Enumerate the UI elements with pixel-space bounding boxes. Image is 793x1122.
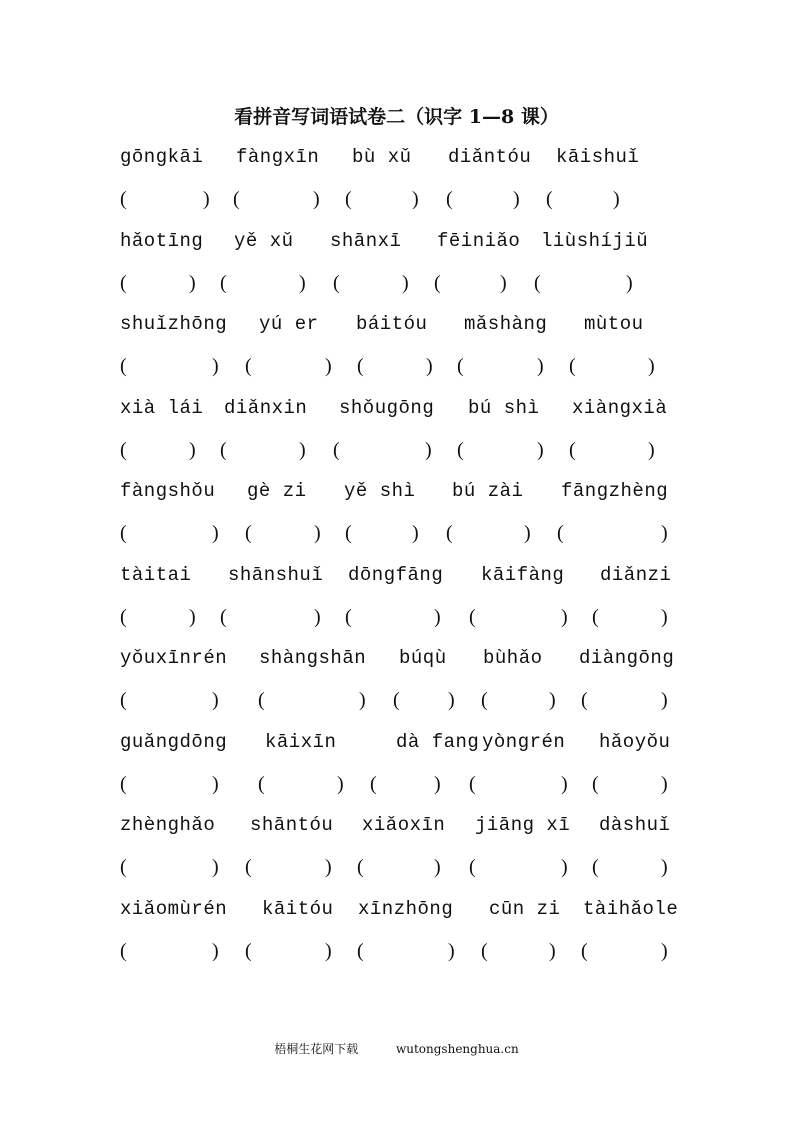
pinyin-word: bú zài xyxy=(452,480,524,502)
answer-blank-open: ( xyxy=(220,438,227,461)
answer-blank-open: ( xyxy=(446,188,453,210)
answer-blank-close: ) xyxy=(359,689,366,711)
answer-blank-close: ) xyxy=(434,856,441,878)
answer-blank-close: ) xyxy=(189,438,196,461)
pinyin-word: dàshuǐ xyxy=(599,814,671,836)
pinyin-word: kāitóu xyxy=(262,897,334,920)
pinyin-word: diǎnzi xyxy=(600,563,672,586)
pinyin-word: báitóu xyxy=(356,313,428,335)
answer-blank-close: ) xyxy=(661,605,668,628)
answer-blank-open: ( xyxy=(592,605,599,628)
answer-row xyxy=(0,522,793,552)
answer-blank-open: ( xyxy=(120,271,127,294)
answer-blank-close: ) xyxy=(661,689,668,711)
answer-blank-close: ) xyxy=(189,271,196,294)
pinyin-word: mùtou xyxy=(584,313,644,335)
answer-blank-open: ( xyxy=(120,856,127,878)
pinyin-word: bùhǎo xyxy=(483,647,543,669)
pinyin-word: bú shì xyxy=(468,396,540,419)
pinyin-word: diǎntóu xyxy=(448,146,532,168)
answer-blank-open: ( xyxy=(481,689,488,711)
answer-blank-open: ( xyxy=(370,772,377,795)
pinyin-word: xīnzhōng xyxy=(358,897,454,920)
answer-blank-close: ) xyxy=(500,271,507,294)
pinyin-word: cūn zi xyxy=(489,897,561,920)
answer-blank-open: ( xyxy=(245,355,252,377)
pinyin-word: shānxī xyxy=(330,229,402,252)
answer-blank-close: ) xyxy=(212,939,219,962)
pinyin-word: yǒuxīnrén xyxy=(120,647,228,669)
pinyin-word: fàngshǒu xyxy=(120,480,216,502)
answer-blank-open: ( xyxy=(258,772,265,795)
answer-blank-open: ( xyxy=(333,438,340,461)
answer-blank-open: ( xyxy=(245,522,252,544)
pinyin-row xyxy=(0,564,793,594)
answer-blank-open: ( xyxy=(345,522,352,544)
pinyin-word: yě shì xyxy=(344,480,416,502)
pinyin-word: hǎoyǒu xyxy=(599,730,671,753)
pinyin-row xyxy=(0,146,793,176)
answer-blank-close: ) xyxy=(648,355,655,377)
answer-blank-open: ( xyxy=(434,271,441,294)
pinyin-word: shāntóu xyxy=(250,814,334,836)
answer-blank-open: ( xyxy=(333,271,340,294)
pinyin-word: kāifàng xyxy=(481,563,565,586)
answer-blank-close: ) xyxy=(434,605,441,628)
pinyin-row xyxy=(0,230,793,260)
answer-blank-close: ) xyxy=(325,939,332,962)
answer-blank-close: ) xyxy=(661,856,668,878)
pinyin-word: xiǎomùrén xyxy=(120,897,228,920)
answer-blank-open: ( xyxy=(345,188,352,210)
pinyin-word: mǎshàng xyxy=(464,313,548,335)
answer-blank-close: ) xyxy=(299,438,306,461)
answer-blank-close: ) xyxy=(661,772,668,795)
pinyin-word: tàitai xyxy=(120,563,192,586)
answer-blank-open: ( xyxy=(569,355,576,377)
answer-blank-open: ( xyxy=(357,939,364,962)
answer-blank-close: ) xyxy=(299,271,306,294)
answer-blank-close: ) xyxy=(549,939,556,962)
footer-site-name: 梧桐生花网下载 xyxy=(274,1042,359,1056)
answer-blank-open: ( xyxy=(220,271,227,294)
answer-blank-close: ) xyxy=(537,355,544,377)
pinyin-word: fàngxīn xyxy=(236,146,320,168)
answer-row xyxy=(0,773,793,803)
answer-blank-open: ( xyxy=(120,605,127,628)
answer-blank-open: ( xyxy=(357,355,364,377)
answer-blank-close: ) xyxy=(549,689,556,711)
answer-row xyxy=(0,940,793,970)
pinyin-word: fēiniǎo xyxy=(437,229,521,252)
pinyin-word: shānshuǐ xyxy=(228,563,324,586)
answer-blank-close: ) xyxy=(626,271,633,294)
answer-blank-open: ( xyxy=(233,188,240,210)
pinyin-word: dà fang xyxy=(396,730,480,753)
answer-blank-open: ( xyxy=(120,438,127,461)
answer-blank-close: ) xyxy=(425,438,432,461)
answer-blank-close: ) xyxy=(203,188,210,210)
pinyin-word: hǎotīng xyxy=(120,229,204,252)
pinyin-word: zhènghǎo xyxy=(120,814,216,836)
answer-blank-open: ( xyxy=(592,856,599,878)
answer-blank-open: ( xyxy=(469,605,476,628)
answer-blank-open: ( xyxy=(120,689,127,711)
answer-blank-open: ( xyxy=(592,772,599,795)
answer-blank-open: ( xyxy=(569,438,576,461)
answer-blank-close: ) xyxy=(212,856,219,878)
pinyin-word: kāishuǐ xyxy=(556,146,640,168)
pinyin-word: xiàngxià xyxy=(572,396,668,419)
answer-blank-open: ( xyxy=(120,188,127,210)
answer-blank-close: ) xyxy=(402,271,409,294)
answer-blank-close: ) xyxy=(434,772,441,795)
pinyin-word: gè zi xyxy=(247,480,307,502)
answer-blank-open: ( xyxy=(245,856,252,878)
pinyin-word: diàngōng xyxy=(579,647,675,669)
answer-blank-open: ( xyxy=(120,772,127,795)
pinyin-row xyxy=(0,731,793,761)
answer-blank-close: ) xyxy=(513,188,520,210)
answer-blank-close: ) xyxy=(412,522,419,544)
answer-row xyxy=(0,439,793,469)
pinyin-row xyxy=(0,397,793,427)
answer-blank-open: ( xyxy=(546,188,553,210)
pinyin-row xyxy=(0,898,793,928)
footer-site-url: wutongshenghua.cn xyxy=(395,1042,519,1056)
answer-blank-open: ( xyxy=(457,355,464,377)
answer-blank-close: ) xyxy=(212,355,219,377)
answer-row xyxy=(0,689,793,719)
answer-blank-close: ) xyxy=(561,856,568,878)
pinyin-word: tàihǎole xyxy=(583,897,679,920)
answer-blank-close: ) xyxy=(661,522,668,544)
answer-blank-open: ( xyxy=(446,522,453,544)
answer-blank-close: ) xyxy=(524,522,531,544)
answer-blank-close: ) xyxy=(613,188,620,210)
answer-blank-close: ) xyxy=(648,438,655,461)
answer-blank-open: ( xyxy=(393,689,400,711)
pinyin-word: kāixīn xyxy=(265,730,337,753)
pinyin-word: xiǎoxīn xyxy=(362,814,446,836)
pinyin-word: guǎngdōng xyxy=(120,730,228,753)
answer-row xyxy=(0,272,793,302)
answer-blank-close: ) xyxy=(314,605,321,628)
pinyin-word: yě xǔ xyxy=(234,229,294,252)
answer-blank-open: ( xyxy=(469,772,476,795)
pinyin-word: xià lái xyxy=(120,396,204,419)
pinyin-row xyxy=(0,647,793,677)
answer-row xyxy=(0,355,793,385)
answer-blank-close: ) xyxy=(212,689,219,711)
answer-blank-open: ( xyxy=(120,355,127,377)
pinyin-row xyxy=(0,480,793,510)
answer-blank-close: ) xyxy=(448,689,455,711)
answer-blank-close: ) xyxy=(212,772,219,795)
pinyin-word: diǎnxin xyxy=(224,396,308,419)
answer-blank-close: ) xyxy=(313,188,320,210)
answer-blank-close: ) xyxy=(314,522,321,544)
answer-blank-close: ) xyxy=(325,355,332,377)
pinyin-word: shǒugōng xyxy=(339,396,435,419)
answer-blank-open: ( xyxy=(534,271,541,294)
pinyin-word: bù xǔ xyxy=(352,146,412,168)
answer-blank-open: ( xyxy=(120,522,127,544)
answer-blank-close: ) xyxy=(412,188,419,210)
answer-blank-open: ( xyxy=(245,939,252,962)
pinyin-word: liùshíjiǔ xyxy=(541,229,649,252)
page-title: 看拼音写词语试卷二（识字 1—8 课） xyxy=(234,106,559,128)
pinyin-word: shuǐzhōng xyxy=(120,313,228,335)
answer-blank-close: ) xyxy=(561,605,568,628)
answer-blank-close: ) xyxy=(448,939,455,962)
pinyin-word: gōngkāi xyxy=(120,146,204,168)
answer-blank-open: ( xyxy=(581,689,588,711)
answer-blank-open: ( xyxy=(481,939,488,962)
answer-row xyxy=(0,188,793,218)
pinyin-word: búqù xyxy=(399,647,447,669)
answer-blank-open: ( xyxy=(581,939,588,962)
answer-blank-open: ( xyxy=(120,939,127,962)
answer-blank-close: ) xyxy=(537,438,544,461)
answer-blank-close: ) xyxy=(426,355,433,377)
pinyin-word: shàngshān xyxy=(259,647,367,669)
answer-blank-open: ( xyxy=(557,522,564,544)
pinyin-word: jiāng xī xyxy=(475,814,571,836)
answer-blank-open: ( xyxy=(457,438,464,461)
answer-blank-close: ) xyxy=(325,856,332,878)
pinyin-row xyxy=(0,313,793,343)
pinyin-word: fāngzhèng xyxy=(561,480,669,502)
answer-blank-open: ( xyxy=(220,605,227,628)
answer-blank-close: ) xyxy=(561,772,568,795)
footer xyxy=(0,1040,793,1057)
answer-blank-close: ) xyxy=(212,522,219,544)
answer-row xyxy=(0,606,793,636)
answer-blank-open: ( xyxy=(345,605,352,628)
pinyin-word: dōngfāng xyxy=(348,563,444,586)
answer-blank-open: ( xyxy=(258,689,265,711)
answer-blank-open: ( xyxy=(469,856,476,878)
pinyin-row xyxy=(0,814,793,844)
answer-blank-close: ) xyxy=(337,772,344,795)
pinyin-word: yòngrén xyxy=(482,730,566,753)
pinyin-word: yú er xyxy=(259,313,319,335)
answer-blank-close: ) xyxy=(661,939,668,962)
answer-blank-close: ) xyxy=(189,605,196,628)
answer-blank-open: ( xyxy=(357,856,364,878)
answer-row xyxy=(0,856,793,886)
